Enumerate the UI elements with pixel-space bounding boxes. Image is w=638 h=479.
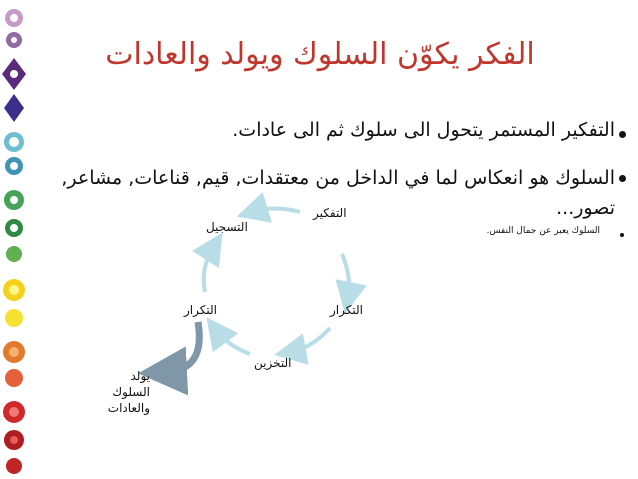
cycle-arrow [290,328,330,352]
cycle-label-repetition: التكرار [330,303,363,317]
cycle-label-repetition: التكرار [184,303,217,317]
cycle-arrow [252,209,300,213]
cycle-label-recording: التسجيل [206,220,248,234]
cycle-arrow [204,246,214,292]
cycle-arrow [216,330,250,354]
cycle-arrow [342,254,349,298]
bullet-item: السلوك هو انعكاس لما في الداخل من معتقدات, قيم, قناعات, مشاعر, تصور... [61,167,615,219]
bullet-item-small: السلوك يعبر عن جمال النفس. [486,226,600,236]
outcome-line: السلوك [112,385,150,399]
bullet-item: التفكير المستمر يتحول الى سلوك ثم الى عادات. [232,119,615,141]
outcome-text [80,368,150,416]
slide-title: الفكر يكوّن السلوك ويولد والعادات [105,37,535,72]
outcome-line: يولد [130,369,150,383]
outcome-arrow [166,322,199,372]
outcome-line: والعادات [107,401,150,415]
cycle-label-storage: التخزين [254,356,292,370]
cycle-label-thinking: التفكير [313,206,347,220]
